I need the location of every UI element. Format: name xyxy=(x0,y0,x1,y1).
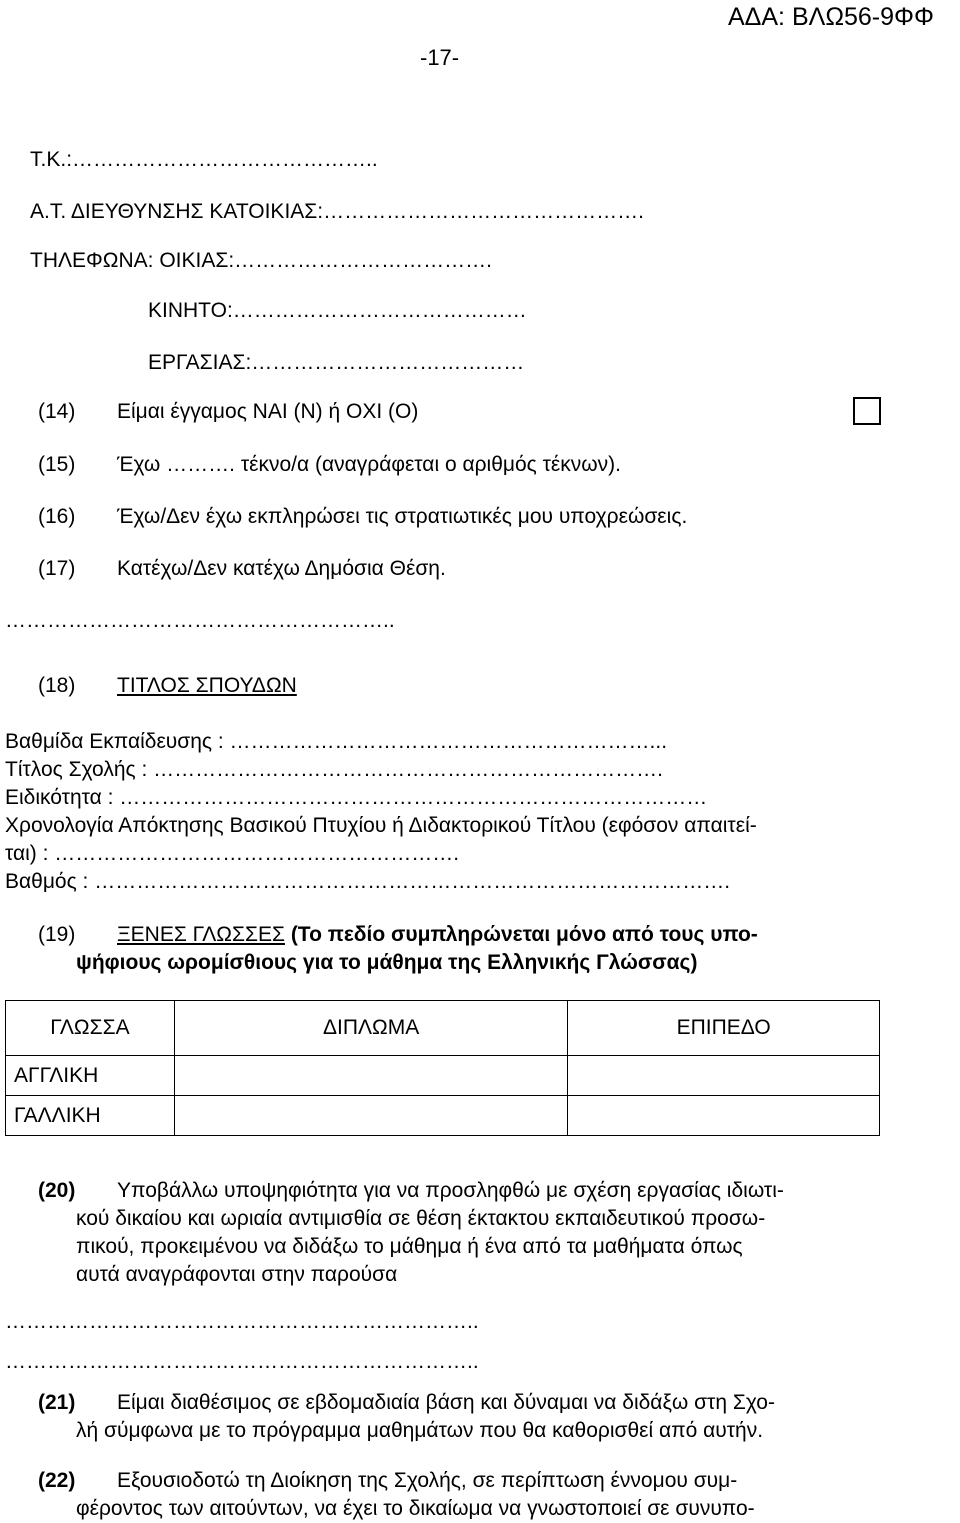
item-19-number: (19) xyxy=(38,923,76,946)
column-header-language: ΓΛΩΣΣΑ xyxy=(6,1001,175,1056)
languages-note-1: (Το πεδίο συμπληρώνεται μόνο από τους υπο- xyxy=(290,923,758,946)
phone-mobile-field: ΚΙΝΗΤΟ:…………………………………… xyxy=(148,299,527,322)
married-checkbox[interactable] xyxy=(853,397,881,425)
item-17-text: Κατέχω/Δεν κατέχω Δημόσια Θέση. xyxy=(117,557,446,580)
item-22-number: (22) xyxy=(38,1469,76,1492)
language-cell: ΑΓΓΛΙΚΗ xyxy=(6,1056,175,1096)
page-number: -17- xyxy=(420,45,460,70)
address-number-field: Α.Τ. ΔΙΕΥΘΥΝΣΗΣ ΚΑΤΟΙΚΙΑΣ:………………………………………. xyxy=(30,200,644,223)
item-21-line2: λή σύμφωνα με το πρόγραμμα μαθημάτων που θα καθορισθεί από αυτήν. xyxy=(76,1419,764,1442)
item-21-number: (21) xyxy=(38,1391,76,1414)
column-header-level: ΕΠΙΠΕΔΟ xyxy=(568,1001,880,1056)
degree-date-field-line1: Χρονολογία Απόκτησης Βασικού Πτυχίου ή Διδακτορικού Τίτλου (εφόσον απαιτεί- xyxy=(5,814,757,837)
item-14-number: (14) xyxy=(38,400,76,423)
item-17-number: (17) xyxy=(38,557,76,580)
table-header-row xyxy=(6,1001,880,1056)
item-20-line3: πικού, προκειμένου να διδάξω το μάθημα ή ένα από τα μαθήματα όπως xyxy=(76,1235,743,1258)
languages-note-2: ψήφιους ωρομίσθιους για το μάθημα της Ελληνικής Γλώσσας) xyxy=(76,951,698,974)
level-cell[interactable] xyxy=(568,1096,880,1136)
item-17-dots: ……………………………………………….. xyxy=(5,609,395,632)
phone-home-field: ΤΗΛΕΦΩΝΑ: ΟΙΚΙΑΣ:………………………………. xyxy=(30,249,492,272)
item-22-line2: φέροντος των αιτούντων, να έχει το δικαίωμα να γνωστοποιεί σε συνυπο- xyxy=(76,1497,755,1520)
language-cell: ΓΑΛΛΙΚΗ xyxy=(6,1096,175,1136)
item-14-text: Είμαι έγγαμος ΝΑΙ (Ν) ή ΟΧΙ (Ο) xyxy=(117,400,419,423)
school-title-field: Τίτλος Σχολής : ………………………………………………………………. xyxy=(5,758,663,781)
item-20-number: (20) xyxy=(38,1179,76,1202)
item-15-text: Έχω ………. τέκνο/α (αναγράφεται ο αριθμός τέκνων). xyxy=(117,453,622,476)
education-level-field: Βαθμίδα Εκπαίδευσης : ……………………………………………………... xyxy=(5,730,668,753)
degree-date-field-line2: ται) : …………………………………………………. xyxy=(5,842,460,865)
grade-field: Βαθμός : ………………………………………………………………………………. xyxy=(5,870,731,893)
item-20-dots-2: ………………………………………………………….. xyxy=(5,1350,479,1373)
studies-title: ΤΙΤΛΟΣ ΣΠΟΥΔΩΝ xyxy=(117,674,297,697)
table-row xyxy=(6,1096,880,1136)
languages-title: ΞΕΝΕΣ ΓΛΩΣΣΕΣ xyxy=(117,923,285,946)
item-20-line2: κού δικαίου και ωριαία αντιμισθία σε θέση έκτακτου εκπαιδευτικού προσω- xyxy=(76,1207,766,1230)
phone-work-field: ΕΡΓΑΣΙΑΣ:………………………………… xyxy=(148,351,525,374)
item-16-text: Έχω/Δεν έχω εκπληρώσει τις στρατιωτικές μου υποχρεώσεις. xyxy=(117,505,688,528)
level-cell[interactable] xyxy=(568,1056,880,1096)
languages-table xyxy=(5,1000,880,1136)
ada-code: ΑΔΑ: ΒΛΩ56-9ΦΦ xyxy=(728,3,934,31)
item-20-dots-1: ………………………………………………………….. xyxy=(5,1310,479,1333)
postal-code-field: Τ.Κ.:…………………………………….. xyxy=(30,148,378,171)
item-16-number: (16) xyxy=(38,505,76,528)
table-row xyxy=(6,1056,880,1096)
specialty-field: Ειδικότητα : ………………………………………………………………………… xyxy=(5,786,708,809)
item-15-number: (15) xyxy=(38,453,76,476)
item-18-number: (18) xyxy=(38,674,76,697)
diploma-cell[interactable] xyxy=(174,1096,567,1136)
item-21-line1: Είμαι διαθέσιμος σε εβδομαδιαία βάση και δύναμαι να διδάξω στη Σχο- xyxy=(117,1391,775,1414)
diploma-cell[interactable] xyxy=(174,1056,567,1096)
item-20-line1: Υποβάλλω υποψηφιότητα για να προσληφθώ με σχέση εργασίας ιδιωτι- xyxy=(117,1179,784,1202)
item-22-line1: Εξουσιοδοτώ τη Διοίκηση της Σχολής, σε περίπτωση έννομου συμ- xyxy=(117,1469,738,1492)
column-header-diploma: ΔΙΠΛΩΜΑ xyxy=(174,1001,567,1056)
languages-heading xyxy=(117,921,758,949)
item-20-line4: αυτά αναγράφονται στην παρούσα xyxy=(76,1263,398,1286)
